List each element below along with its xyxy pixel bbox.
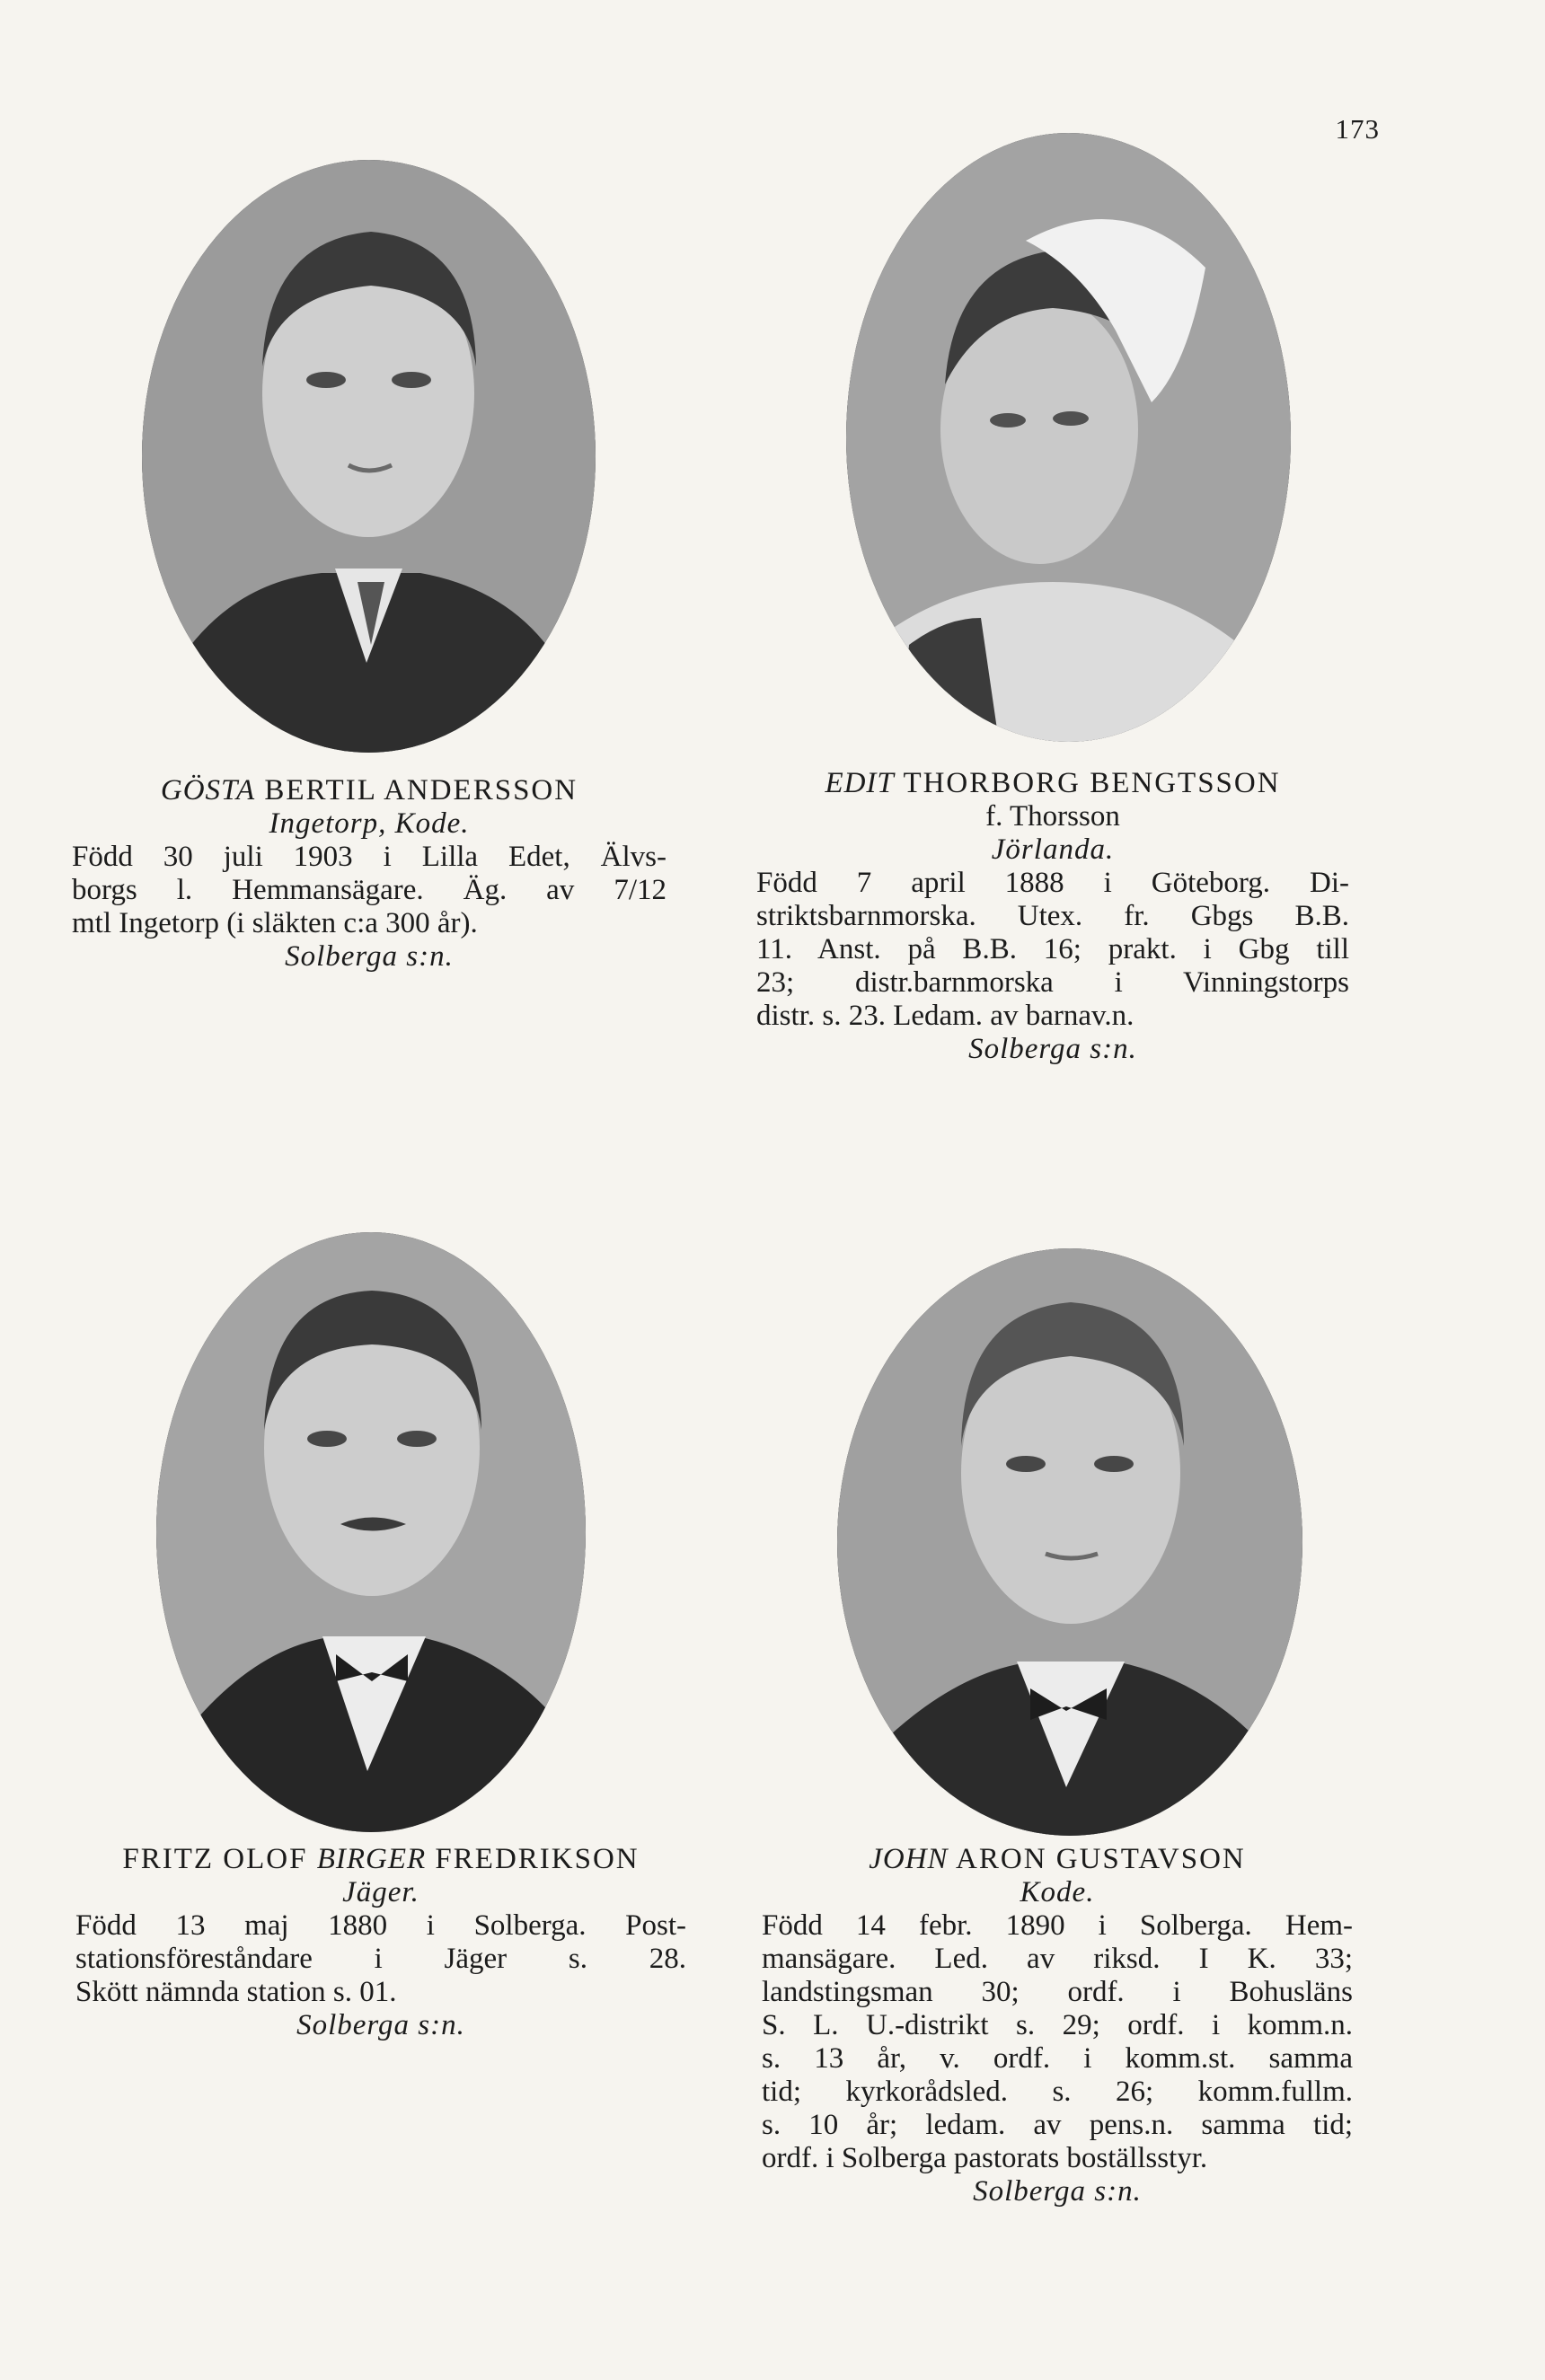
- biography-line: tid; kyrkorådsled. s. 26; komm.fullm.: [762, 2076, 1353, 2108]
- name-rest: FREDRIKSON: [435, 1843, 640, 1875]
- name-rest: THORBORG BENGTSSON: [903, 767, 1281, 799]
- parish: Solberga s:n.: [285, 940, 454, 973]
- name-italic: JOHN: [869, 1843, 949, 1875]
- biography-line: mtl Ingetorp (i släkten c:a 300 år).: [72, 907, 478, 939]
- biography-text: [70, 1909, 692, 2009]
- biography-line: ordf. i Solberga pastorats boställsstyr.: [762, 2142, 1208, 2174]
- biography-line: s. 10 år; ledam. av pens.n. samma tid;: [762, 2109, 1353, 2141]
- biography-line: 11. Anst. på B.B. 16; prakt. i Gbg till: [756, 933, 1349, 965]
- biography-line: borgs l. Hemmansägare. Äg. av 7/12: [72, 874, 667, 906]
- biography-edit: [756, 767, 1349, 1066]
- biography-john: [762, 1843, 1353, 2208]
- biography-line: S. L. U.-distrikt s. 29; ordf. i komm.n.: [762, 2009, 1353, 2041]
- biography-line: Född 14 febr. 1890 i Solberga. Hem-: [762, 1909, 1353, 1942]
- name-rest: BERTIL ANDERSSON: [264, 774, 578, 807]
- person-name: [762, 1843, 1353, 1876]
- portrait-photo-fritz: [156, 1232, 586, 1832]
- biography-line: Skött nämnda station s. 01.: [75, 1976, 397, 2008]
- biography-text: [762, 1909, 1353, 2175]
- biography-line: Född 13 maj 1880 i Solberga. Post-: [75, 1909, 686, 1942]
- biography-line: distr. s. 23. Ledam. av barnav.n.: [756, 1000, 1134, 1032]
- person-name: [70, 1843, 692, 1876]
- name-italic: BIRGER: [316, 1843, 427, 1875]
- biography-line: striktsbarnmorska. Utex. fr. Gbgs B.B.: [756, 900, 1349, 932]
- residence: Ingetorp, Kode.: [269, 807, 470, 840]
- biography-line: Född 7 april 1888 i Göteborg. Di-: [756, 867, 1349, 899]
- biography-line: s. 13 år, v. ordf. i komm.st. samma: [762, 2042, 1353, 2075]
- biography-line: mansägare. Led. av riksd. I K. 33;: [762, 1943, 1353, 1975]
- biography-text: [756, 867, 1349, 1033]
- residence: Jörlanda.: [991, 833, 1115, 866]
- portrait-photo-john: [837, 1248, 1302, 1836]
- person-name: [756, 767, 1349, 800]
- name-rest: ARON GUSTAVSON: [956, 1843, 1246, 1875]
- name-italic: EDIT: [825, 767, 895, 799]
- biography-line: 23; distr.barnmorska i Vinningstorps: [756, 966, 1349, 999]
- name-italic: GÖSTA: [160, 774, 256, 807]
- maiden-name: f. Thorsson: [985, 800, 1120, 833]
- parish: Solberga s:n.: [968, 1033, 1137, 1065]
- name-before: FRITZ OLOF: [122, 1843, 308, 1875]
- person-name: [72, 774, 667, 807]
- biography-text: [72, 841, 667, 940]
- biography-line: landstingsman 30; ordf. i Bohusläns: [762, 1976, 1353, 2008]
- biography-line: Född 30 juli 1903 i Lilla Edet, Älvs-: [72, 841, 667, 873]
- portrait-photo-gosta: [142, 160, 596, 753]
- biography-gosta: [72, 774, 667, 974]
- parish: Solberga s:n.: [296, 2009, 465, 2041]
- residence: Kode.: [1020, 1876, 1095, 1908]
- residence: Jäger.: [342, 1876, 419, 1908]
- biography-line: stationsföreståndare i Jäger s. 28.: [75, 1943, 686, 1975]
- biography-fritz: [70, 1843, 692, 2042]
- portrait-photo-edit: [846, 133, 1291, 742]
- parish: Solberga s:n.: [973, 2175, 1142, 2208]
- page-number: 173: [1335, 113, 1380, 145]
